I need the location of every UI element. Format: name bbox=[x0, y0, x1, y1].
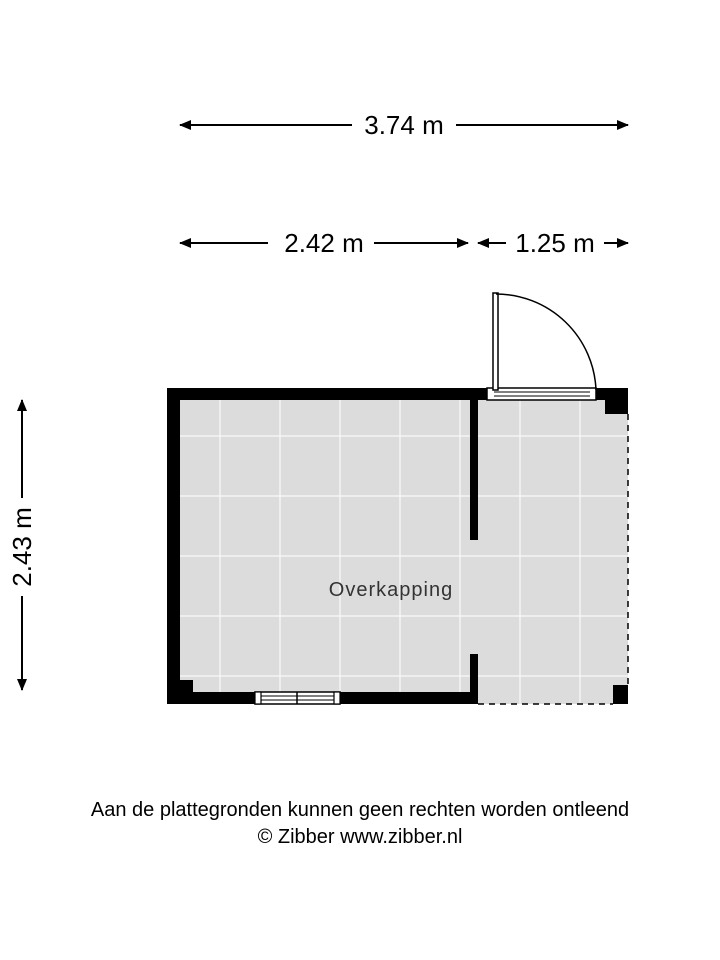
dimension-label-right-width: 1.25 m bbox=[515, 228, 595, 258]
copyright-text: © Zibber www.zibber.nl bbox=[257, 826, 463, 848]
dimension-label-total-width: 3.74 m bbox=[364, 110, 444, 140]
door-leaf bbox=[493, 293, 498, 390]
door bbox=[487, 293, 596, 400]
dimension-height bbox=[7, 400, 37, 690]
dimension-left-width bbox=[180, 228, 468, 258]
corner-post-bottom-left bbox=[180, 680, 193, 692]
dimension-total-width bbox=[180, 110, 628, 140]
door-opening bbox=[487, 388, 596, 400]
dimension-right-width bbox=[478, 228, 628, 258]
wall-top-left bbox=[167, 388, 487, 400]
dimension-label-left-width: 2.42 m bbox=[284, 228, 364, 258]
dimension-label-height: 2.43 m bbox=[7, 507, 37, 587]
wall-divider-lower bbox=[470, 654, 478, 704]
corner-post-bottom-right bbox=[613, 685, 628, 704]
wall-divider-upper bbox=[470, 388, 478, 540]
disclaimer-text: Aan de plattegronden kunnen geen rechten worden ontleend bbox=[90, 799, 630, 821]
floor-area bbox=[168, 388, 628, 704]
wall-bottom-left bbox=[167, 692, 255, 704]
window bbox=[255, 692, 340, 704]
wall-left bbox=[167, 388, 180, 704]
wall-bottom-right bbox=[340, 692, 478, 704]
wall-top-right bbox=[596, 388, 628, 400]
door-swing-arc bbox=[496, 294, 596, 390]
corner-post-top-right bbox=[605, 400, 628, 414]
room-label: Overkapping bbox=[328, 579, 454, 601]
